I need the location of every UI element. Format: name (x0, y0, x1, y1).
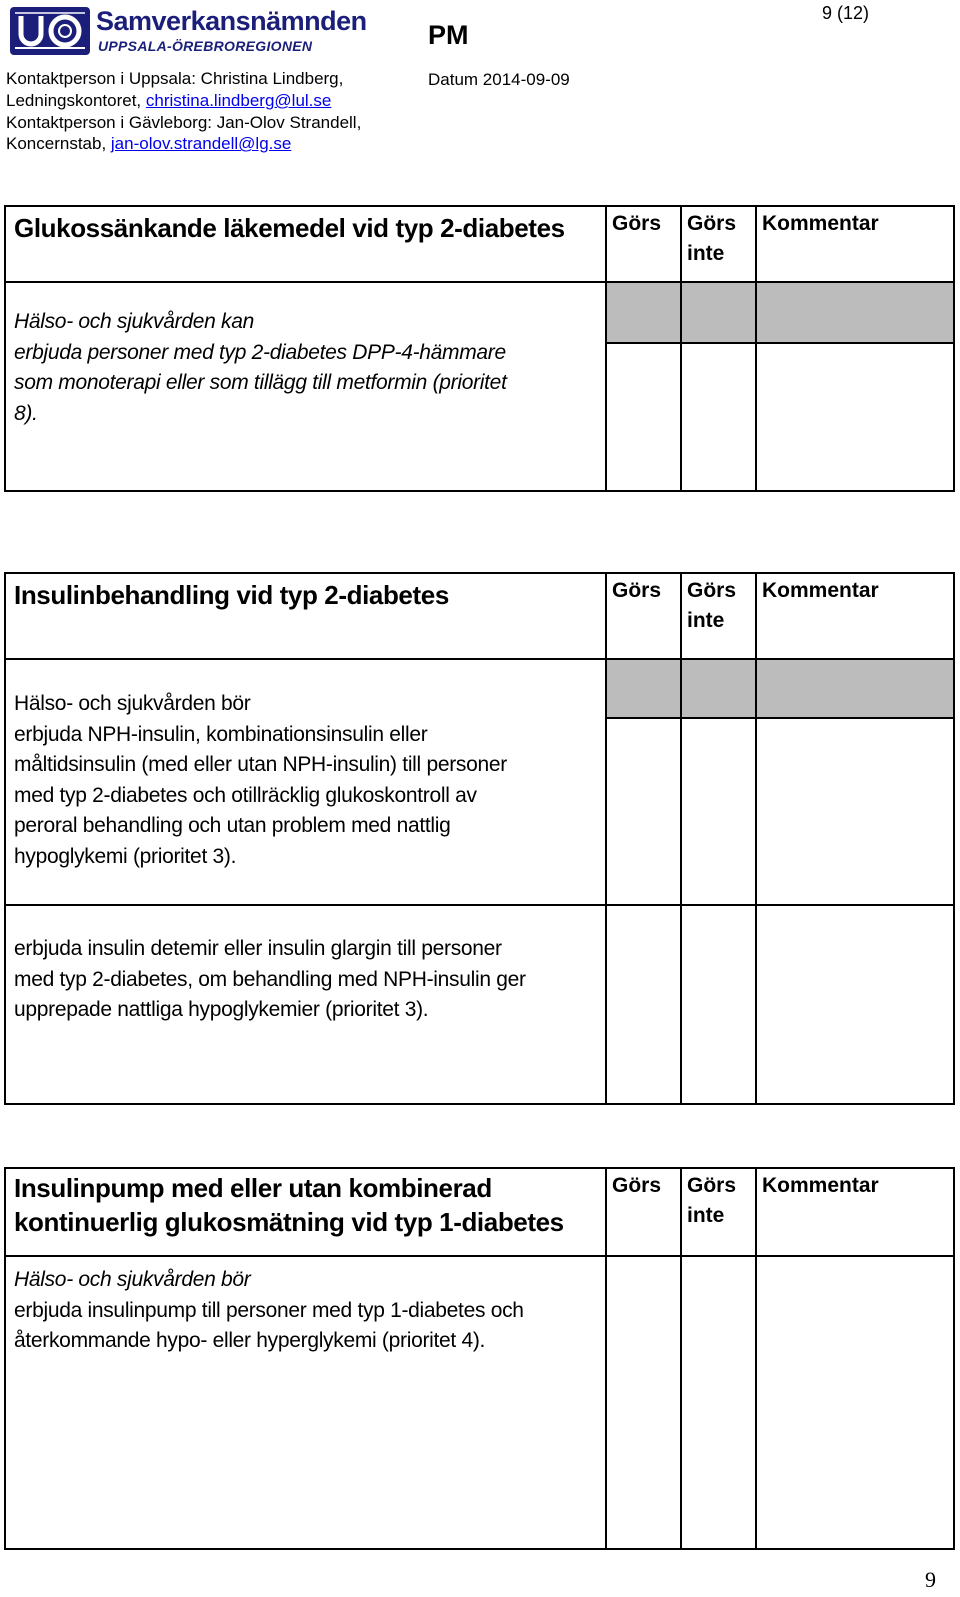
shaded-cell (682, 283, 755, 342)
shaded-cell (757, 660, 953, 717)
table-title: Insulinpump med eller utan kombinerad kontinuerlig glukosmätning vid typ 1-diabetes (14, 1173, 564, 1237)
contact-gavleborg-email-link[interactable]: jan-olov.strandell@lg.se (110, 134, 292, 153)
checklist-table-glukossankande (4, 205, 955, 492)
footer-page-number: 9 (925, 1567, 936, 1592)
logo-name: Samverkansnämnden (96, 6, 367, 36)
contact-gavleborg-org: Koncernstab, (6, 134, 111, 153)
contact-uppsala-name: Kontaktperson i Uppsala: Christina Lindberg, (6, 69, 344, 88)
table-title: Insulinbehandling vid typ 2-diabetes (14, 580, 449, 610)
contact-gavleborg-name: Kontaktperson i Gävleborg: Jan-Olov Strandell, (6, 113, 362, 132)
recommendation-text: Hälso- och sjukvården bör erbjuda insulinpump till personer med typ 1-diabetes och återkommande hypo- eller hyperglykemi (prioritet 4). (14, 1268, 524, 1352)
shaded-cell (607, 283, 680, 342)
column-header-kommentar: Kommentar (762, 1174, 879, 1197)
checklist-table-insulinpump (4, 1167, 955, 1550)
contact-uppsala-org: Ledningskontoret, (6, 91, 146, 110)
column-header-gors-inte: Görs inte (687, 579, 737, 632)
column-header-gors-inte: Görs inte (687, 1174, 737, 1227)
column-header-kommentar: Kommentar (762, 579, 879, 602)
recommendation-text: erbjuda insulin detemir eller insulin glargin till personer med typ 2-diabetes, om behandling med NPH-insulin ger upprepade nattliga hypoglykemier (prioritet 3). (14, 937, 526, 1021)
contact-gavleborg-email-line (6, 133, 291, 154)
column-header-gors: Görs (612, 579, 662, 602)
organization-logo-icon (9, 6, 91, 56)
logo-subtitle: UPPSALA-ÖREBROREGIONEN (98, 38, 313, 54)
column-header-gors: Görs (612, 1174, 662, 1197)
column-header-kommentar: Kommentar (762, 212, 879, 235)
document-type: PM (428, 20, 469, 50)
checklist-table-insulinbehandling (4, 572, 955, 1105)
recommendation-text: Hälso- och sjukvården bör erbjuda NPH-insulin, kombinationsinsulin eller måltidsinsulin (med eller utan NPH-insulin) till personer med typ 2-diabetes och otillräcklig glukoskontroll av peroral behandling och utan problem med nattlig hypoglykemi (prioritet 3). (14, 692, 507, 868)
column-header-gors: Görs (612, 212, 662, 235)
shaded-cell (607, 660, 680, 717)
recommendation-text: Hälso- och sjukvården kan erbjuda personer med typ 2-diabetes DPP-4-hämmare som monoterapi eller som tillägg till metformin (prioritet 8). (14, 310, 507, 425)
contact-uppsala-email-line (6, 90, 331, 111)
document-date: Datum 2014-09-09 (428, 70, 570, 89)
shaded-cell (682, 660, 755, 717)
contact-uppsala-email-link[interactable]: christina.lindberg@lul.se (145, 91, 332, 110)
page-indicator: 9 (12) (822, 3, 870, 23)
table-title: Glukossänkande läkemedel vid typ 2-diabetes (14, 213, 565, 243)
column-header-gors-inte: Görs inte (687, 212, 737, 265)
shaded-cell (757, 283, 953, 342)
